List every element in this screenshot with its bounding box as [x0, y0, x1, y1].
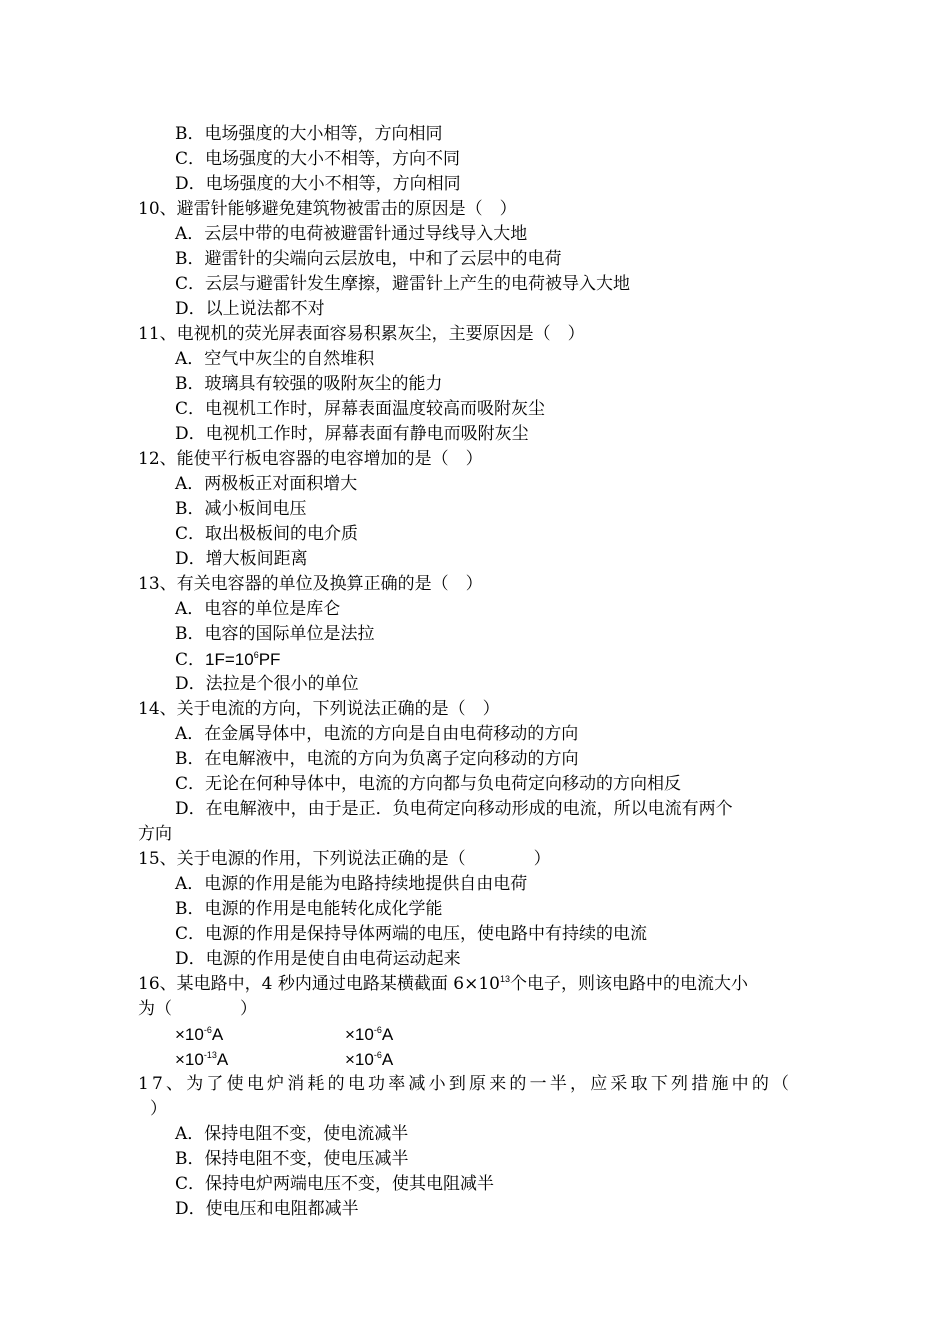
q14-option-d-continuation: 方向: [138, 824, 172, 844]
q13-option-c-base: 1F=10: [205, 650, 254, 669]
q14-option-d: D．在电解液中，由于是正．负电荷定向移动形成的电流，所以电流有两个: [175, 799, 733, 819]
q10-option-c: C．云层与避雷针发生摩擦，避雷针上产生的电荷被导入大地: [175, 274, 631, 294]
q15-stem: 15、关于电源的作用，下列说法正确的是（ ）: [138, 849, 551, 869]
q13-option-c-unit: PF: [258, 650, 281, 669]
q16-choice-1: $\times 10^{-6}A$: [175, 1025, 224, 1044]
q16-stem-exponent: 13: [499, 974, 510, 984]
q13-option-b: B．电容的国际单位是法拉: [175, 624, 375, 644]
q11-option-c: C．电视机工作时，屏幕表面温度较高而吸附灰尘: [175, 399, 546, 419]
q16-choice-4: $\times 10^{-6}A$: [345, 1050, 394, 1069]
q14-stem: 14、关于电流的方向，下列说法正确的是（ ）: [138, 699, 500, 719]
q16-stem-part-a: 16、某电路中，4 秒内通过电路某横截面 6×10: [138, 974, 500, 994]
q14-option-c: C．无论在何种导体中，电流的方向都与负电荷定向移动的方向相反: [175, 774, 682, 794]
q9-option-d: D．电场强度的大小不相等，方向相同: [175, 174, 461, 194]
q17-option-b: B．保持电阻不变，使电压减半: [175, 1149, 409, 1169]
q17-stem-continuation: ）: [150, 1099, 167, 1119]
q13-option-c-label: C．: [175, 650, 206, 670]
q17-option-c: C．保持电炉两端电压不变，使其电阻减半: [175, 1174, 495, 1194]
q13-option-a: A．电容的单位是库仑: [175, 599, 341, 619]
q12-option-a: A．两极板正对面积增大: [175, 474, 358, 494]
q13-option-c-exponent: 6: [253, 650, 259, 660]
q15-option-c: C．电源的作用是保持导体两端的电压，使电路中有持续的电流: [175, 924, 648, 944]
q10-option-a: A．云层中带的电荷被避雷针通过导线导入大地: [175, 224, 528, 244]
q17-option-a: A．保持电阻不变，使电流减半: [175, 1124, 409, 1144]
q16-stem: [138, 972, 748, 997]
q16-choice-3: $\times 10^{-13}A$: [175, 1050, 229, 1069]
q11-option-d: D．电视机工作时，屏幕表面有静电而吸附灰尘: [175, 424, 529, 444]
q10-option-b: B．避雷针的尖端向云层放电，中和了云层中的电荷: [175, 249, 562, 269]
q12-option-d: D．增大板间距离: [175, 549, 308, 569]
q11-option-b: B．玻璃具有较强的吸附灰尘的能力: [175, 374, 443, 394]
q13-stem: 13、有关电容器的单位及换算正确的是（ ）: [138, 574, 483, 594]
q11-stem: 11、电视机的荧光屏表面容易积累灰尘，主要原因是（ ）: [138, 324, 585, 344]
q9-option-c: C．电场强度的大小不相等，方向不同: [175, 149, 461, 169]
q9-option-b: B．电场强度的大小相等，方向相同: [175, 124, 443, 144]
q12-option-c: C．取出极板间的电介质: [175, 524, 359, 544]
q14-option-b: B．在电解液中，电流的方向为负离子定向移动的方向: [175, 749, 579, 769]
q13-option-c: [175, 647, 280, 673]
q17-option-d: D．使电压和电阻都减半: [175, 1199, 359, 1219]
q12-option-b: B．减小板间电压: [175, 499, 307, 519]
q17-stem: 17、为了使电炉消耗的电功率减小到原来的一半，应采取下列措施中的（: [138, 1074, 793, 1094]
q14-option-a: A．在金属导体中，电流的方向是自由电荷移动的方向: [175, 724, 579, 744]
q16-stem-part-b: 个电子，则该电路中的电流大小: [509, 974, 748, 994]
q13-option-d: D．法拉是个很小的单位: [175, 674, 359, 694]
q12-stem: 12、能使平行板电容器的电容增加的是（ ）: [138, 449, 483, 469]
q15-option-d: D．电源的作用是使自由电荷运动起来: [175, 949, 461, 969]
q10-stem: 10、避雷针能够避免建筑物被雷击的原因是（ ）: [138, 199, 517, 219]
q11-option-a: A．空气中灰尘的自然堆积: [175, 349, 375, 369]
q10-option-d: D．以上说法都不对: [175, 299, 325, 319]
q15-option-b: B．电源的作用是电能转化成化学能: [175, 899, 443, 919]
q15-option-a: A．电源的作用是能为电路持续地提供自由电荷: [175, 874, 528, 894]
q16-stem-continuation: 为（ ）: [138, 999, 257, 1019]
q16-choice-2: $\times 10^{-6}A$: [345, 1025, 394, 1044]
